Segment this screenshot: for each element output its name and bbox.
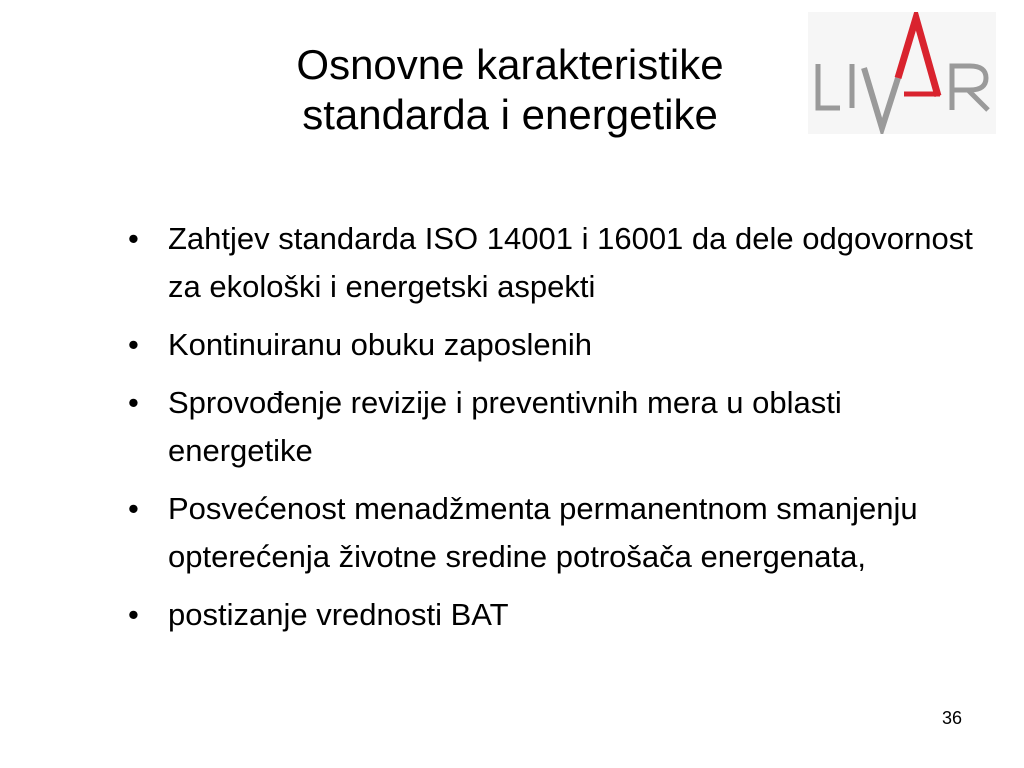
livar-logo-graphic (808, 12, 996, 134)
bullet-text: Zahtjev standarda ISO 14001 i 16001 da dele odgovornost za ekološki i energetski aspekti (168, 221, 973, 304)
livar-logo (808, 12, 996, 134)
slide-title-line-1: Osnovne karakteristike (296, 41, 724, 88)
bullet-list (124, 215, 984, 649)
bullet-item (124, 379, 984, 475)
bullet-item (124, 321, 984, 369)
bullet-item (124, 215, 984, 311)
bullet-item (124, 591, 984, 639)
bullet-item (124, 485, 984, 581)
bullet-text: Kontinuiranu obuku zaposlenih (168, 327, 592, 362)
logo-letter-l (818, 64, 840, 108)
bullet-text: Sprovođenje revizije i preventivnih mera u oblasti energetike (168, 385, 842, 468)
bullet-text: postizanje vrednosti BAT (168, 597, 509, 632)
logo-letter-v (864, 68, 898, 128)
logo-letter-a (898, 18, 938, 96)
slide-title-line-2: standarda i energetike (302, 91, 718, 138)
bullet-marker: • (128, 597, 139, 632)
slide-title (150, 40, 870, 140)
bullet-marker: • (128, 385, 139, 420)
bullet-marker: • (128, 221, 139, 256)
bullet-marker: • (128, 327, 139, 362)
logo-letter-r (952, 66, 988, 110)
bullet-text: Posvećenost menadžmenta permanentnom smanjenju opterećenja životne sredine potrošača energenata, (168, 491, 918, 574)
page-number: 36 (941, 708, 962, 728)
bullet-marker: • (128, 491, 139, 526)
